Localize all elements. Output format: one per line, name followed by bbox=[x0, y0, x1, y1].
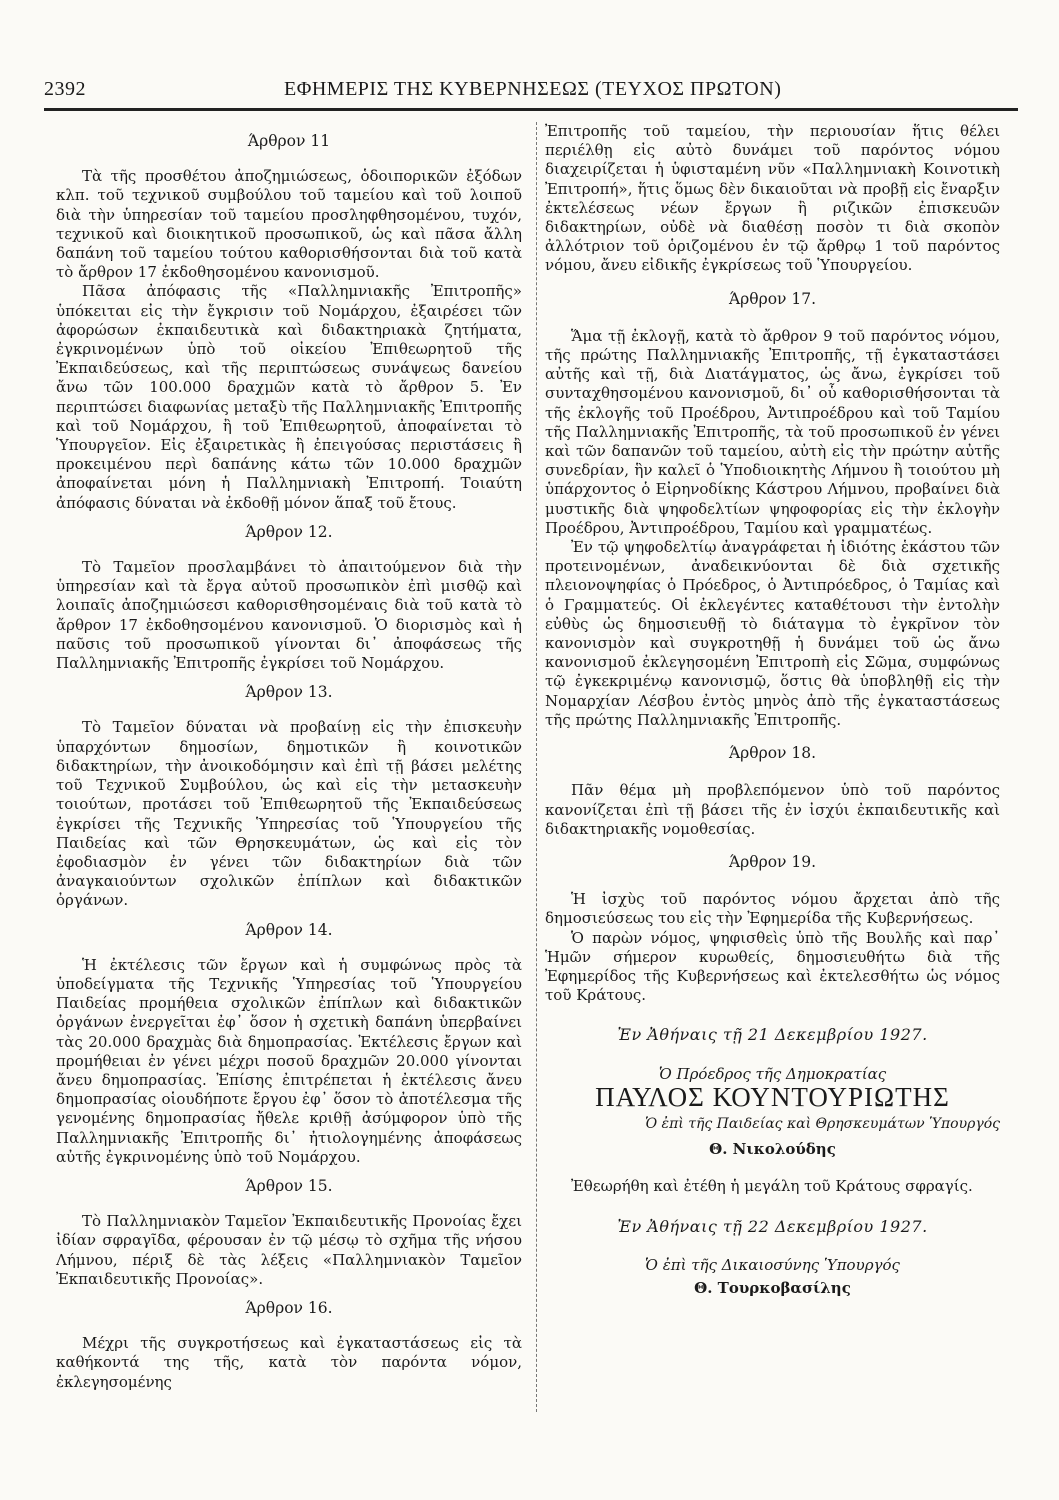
column-divider bbox=[536, 122, 538, 1412]
page-title: ΕΦΗΜΕΡΙΣ ΤΗΣ ΚΥΒΕΡΝΗΣΕΩΣ (ΤΕΥΧΟΣ ΠΡΩΤΟΝ) bbox=[284, 78, 782, 100]
date-line-2: Ἐν Ἀθήναις τῇ 22 Δεκεμβρίου 1927. bbox=[617, 1216, 928, 1236]
article-11-paragraph-2: Πᾶσα ἀπόφασις τῆς «Παλλημνιακῆς Ἐπιτροπῆς» ὑπόκειται εἰς τὴν ἔγκρισιν τοῦ Νομάρχου, ἐξαιρέσει τῶν ἀφορώσων ἐκπαιδευτικὰ καὶ διδακτηριακὰ ζητήματα, ἐγκρινομένων ὑπὸ τοῦ οἰκείου Ἐπιθεωρητοῦ τῆς Ἐκπαιδεύσεως, καὶ τῆς περιπτώσεως συνάψεως δανείου ἄνω τῶν 100.000 δραχμῶν κατὰ τὸ ἄρθρον 5. Ἐν περιπτώσει διαφωνίας μεταξὺ τῆς Παλλημνιακῆς Ἐπιτροπῆς καὶ τοῦ Νομάρχου, ἢ τοῦ Ἐπιθεωρητοῦ, ἀποφαίνεται τὸ Ὑπουργεῖον. Εἰς ἐξαιρετικὰς ἢ ἐπειγούσας περιστάσεις ἢ προκειμένου περὶ δαπάνης κάτω τῶν 10.000 δραχμῶν ἀποφαίνεται μόνη ἡ Παλλημνιακὴ Ἐπιτροπή. Τοιαύτη ἀπόφασις δύναται νὰ ἐκδοθῇ μόνον ἅπαξ τοῦ ἔτους. bbox=[56, 282, 522, 512]
right-column bbox=[545, 122, 1000, 1316]
article-19-paragraph-1: Ἡ ἰσχὺς τοῦ παρόντος νόμου ἄρχεται ἀπὸ τῆς δημοσιεύσεως του εἰς τὴν Ἐφημερίδα τῆς Κυβερνήσεως. bbox=[545, 890, 1000, 928]
president-name: ΠΑΥΛΟΣ ΚΟΥΝΤΟΥΡΙΩΤΗΣ bbox=[595, 1081, 950, 1112]
article-12-paragraph: Τὸ Ταμεῖον προσλαμβάνει τὸ ἀπαιτούμενον διὰ τὴν ὑπηρεσίαν καὶ τὰ ἔργα αὐτοῦ προσωπικὸν ἐπὶ μισθῷ καὶ λοιπαῖς ἀποζημιώσεσι καθορισθησομέναις διὰ τοῦ κατὰ τὸ ἄρθρον 17 ἐκδοθησομένου κανονισμοῦ. Ὁ διορισμὸς καὶ ἡ παῦσις τοῦ προσωπικοῦ γίνονται δι᾽ ἀποφάσεως τῆς Παλλημνιακῆς Ἐπιτροπῆς ἐγκρίσει τοῦ Νομάρχου. bbox=[56, 558, 522, 673]
article-13-paragraph: Τὸ Ταμεῖον δύναται νὰ προβαίνῃ εἰς τὴν ἐπισκευὴν ὑπαρχόντων δημοσίων, δημοτικῶν ἢ κοινοτικῶν διδακτηρίων, τὴν ἀνοικοδόμησιν καὶ ἐπὶ τῇ βάσει μελέτης τοῦ Τεχνικοῦ Συμβούλου, ὡς καὶ εἰς τὴν μετασκευὴν τοιούτων, προτάσει τοῦ Ἐπιθεωρητοῦ τῆς Ἐκπαιδεύσεως ἐγκρίσει τῆς Τεχνικῆς Ὑπηρεσίας τοῦ Ὑπουργείου τῆς Παιδείας καὶ τῶν Θρησκευμάτων, ὡς καὶ εἰς τὸν ἐφοδιασμὸν ἐν γένει τῶν διδακτηρίων διὰ τῶν ἀναγκαιούντων σχολικῶν ἐπίπλων καὶ διδακτικῶν ὀργάνων. bbox=[56, 718, 522, 910]
article-17-paragraph-1: Ἅμα τῇ ἐκλογῇ, κατὰ τὸ ἄρθρον 9 τοῦ παρόντος νόμου, τῆς πρώτης Παλλημνιακῆς Ἐπιτροπῆς, τῇ ἐγκαταστάσει αὐτῆς καὶ τῇ, διὰ Διατάγματος, ὡς ἄνω, ἐγκρίσει τοῦ συνταχθησομένου κανονισμοῦ, δι᾽ οὗ καθορισθήσονται τὰ τῆς ἐκλογῆς τοῦ Προέδρου, Ἀντιπροέδρου καὶ τοῦ Ταμίου τῆς Παλλημνιακῆς Ἐπιτροπῆς, τὰ τοῦ προσωπικοῦ ἐν γένει καὶ τῶν δαπανῶν τοῦ ταμείου, αὐτὴ εἰς τὴν πρώτην αὐτῆς συνεδρίαν, ἣν καλεῖ ὁ Ὑποδιοικητὴς Λήμνου ἢ τοιούτου μὴ ὑπάρχοντος ὁ Εἰρηνοδίκης Κάστρου Λήμνου, προβαίνει διὰ μυστικῆς διὰ ψηφοδελτίων ψηφοφορίας εἰς τὴν ἐκλογὴν Προέδρου, Ἀντιπροέδρου, Ταμίου καὶ γραμματέως. bbox=[545, 326, 1000, 537]
article-18-paragraph: Πᾶν θέμα μὴ προβλεπόμενον ὑπὸ τοῦ παρόντος κανονίζεται ἐπὶ τῇ βάσει τῆς ἐν ἰσχύι ἐκπαιδευτικῆς καὶ διδακτηριακῆς νομοθεσίας. bbox=[545, 781, 1000, 838]
article-15-paragraph: Τὸ Παλλημνιακὸν Ταμεῖον Ἐκπαιδευτικῆς Προνοίας ἔχει ἰδίαν σφραγῖδα, φέρουσαν ἐν τῷ μέσῳ τὸ σχῆμα τῆς νήσου Λήμνου, πέριξ δὲ τὰς λέξεις «Παλλημνιακὸν Ταμεῖον Ἐκπαιδευτικῆς Προνοίας». bbox=[56, 1212, 522, 1288]
minister-education-name: Θ. Νικολούδης bbox=[709, 1140, 836, 1159]
article-12-title: Άρθρον 12. bbox=[245, 522, 333, 541]
left-column bbox=[56, 122, 522, 1392]
article-15-title: Άρθρον 15. bbox=[245, 1176, 333, 1195]
article-14-title: Άρθρον 14. bbox=[245, 920, 333, 939]
article-16-continuation: Ἐπιτροπῆς τοῦ ταμείου, τὴν περιουσίαν ἥτις θέλει περιέλθῃ εἰς αὐτὸ δυνάμει τοῦ παρόντος νόμου διαχειρίζεται ἡ ὑφισταμένη νῦν «Παλλημνιακὴ Κοινοτικὴ Ἐπιτροπή», ἥτις ὅμως δὲν δικαιοῦται νὰ προβῇ εἰς ἔναρξιν ἐκτελέσεως νέων ἔργων ἢ ριζικῶν ἐπισκευῶν διδακτηρίων, οὐδὲ νὰ διαθέσῃ ποσὸν τι διὰ σκοπὸν ἀλλότριον τοῦ ὁριζομένου ἐν τῷ ἄρθρῳ 1 τοῦ παρόντος νόμου, ἄνευ εἰδικῆς ἐγκρίσεως τοῦ Ὑπουργείου. bbox=[545, 122, 1000, 275]
article-19-title: Άρθρον 19. bbox=[728, 852, 817, 871]
minister-justice-name: Θ. Τουρκοβασίλης bbox=[694, 1278, 851, 1297]
page-header bbox=[44, 78, 1018, 106]
article-18-title: Άρθρον 18. bbox=[728, 744, 817, 763]
minister-justice-role: Ὁ ἐπὶ τῆς Δικαιοσύνης Ὑπουργός bbox=[645, 1255, 900, 1274]
seal-statement: Ἐθεωρήθη καὶ ἐτέθη ἡ μεγάλη τοῦ Κράτους σφραγίς. bbox=[571, 1177, 973, 1196]
article-19-paragraph-2: Ὁ παρὼν νόμος, ψηφισθεὶς ὑπὸ τῆς Βουλῆς καὶ παρ᾽ Ἡμῶν σήμερον κυρωθείς, δημοσιευθήτω διὰ τῆς Ἐφημερίδος τῆς Κυβερνήσεως καὶ ἐκτελεσθήτω ὡς νόμος τοῦ Κράτους. bbox=[545, 928, 1000, 1005]
article-11-title: Άρθρον 11 bbox=[247, 132, 331, 150]
header-rule bbox=[44, 108, 1018, 111]
president-role: Ὁ Πρόεδρος τῆς Δημοκρατίας bbox=[658, 1064, 887, 1083]
article-16-paragraph: Μέχρι τῆς συγκροτήσεως καὶ ἐγκαταστάσεως εἰς τὰ καθήκοντά της τῆς, κατὰ τὸν παρόντα νόμον, ἐκλεγησομένης bbox=[56, 1334, 522, 1391]
page-number: 2392 bbox=[44, 78, 86, 100]
article-17-paragraph-2: Ἐν τῷ ψηφοδελτίῳ ἀναγράφεται ἡ ἰδιότης ἑκάστου τῶν προτεινομένων, ἀναδεικνύονται δὲ διὰ σχετικῆς πλειονοψηφίας ὁ Πρόεδρος, ὁ Ἀντιπρόεδρος, ὁ Ταμίας καὶ ὁ Γραμματεύς. Οἱ ἐκλεγέντες καταθέτουσι τὴν ἐντολὴν εὐθὺς ὡς δημοσιευθῇ τὸ διάταγμα τὸ ἐγκρῖνον τὸν κανονισμὸν καὶ συγκροτηθῇ ἡ δυνάμει τοῦ ὡς ἄνω κανονισμοῦ ἐκλεγησομένη Ἐπιτροπὴ εἰς Σῶμα, συμφώνως τῷ ἐγκεκριμένῳ κανονισμῷ, ὅστις θὰ ὑποβληθῇ εἰς τὴν Νομαρχίαν Λέσβου ἐντὸς μηνὸς ἀπὸ τῆς ἐγκαταστάσεως τῆς πρώτης Παλλημνιακῆς Ἐπιτροπῆς. bbox=[545, 538, 1000, 729]
article-14-paragraph: Ἡ ἐκτέλεσις τῶν ἔργων καὶ ἡ συμφώνως πρὸς τὰ ὑποδείγματα τῆς Τεχνικῆς Ὑπηρεσίας τοῦ Ὑπουργείου Παιδείας προμήθεια σχολικῶν ἐπίπλων καὶ διδακτικῶν ὀργάνων ἐνεργεῖται ἐφ᾽ ὅσον ἡ σχετικὴ δαπάνη ὑπερβαίνει τὰς 20.000 δραχμὰς διὰ δημοπρασίας. Ἐκτέλεσις ἔργων καὶ προμήθειαι ἐν γένει μέχρι ποσοῦ δραχμῶν 20.000 γίνονται ἄνευ δημοπρασίας. Ἐπίσης ἐπιτρέπεται ἡ ἐκτέλεσις ἄνευ δημοπρασίας οἱουδήποτε ἔργου ἐφ᾽ ὅσον τὸ ἀποτέλεσμα τῆς γενομένης δημοπρασίας ἤθελε κριθῇ ἀσύμφορον ὑπὸ τῆς Παλλημνιακῆς Ἐπιτροπῆς δι᾽ ἠτιολογημένης ἀποφάσεως αὐτῆς ἐγκρινομένης ὑπὸ τοῦ Νομάρχου. bbox=[56, 955, 522, 1166]
article-16-title: Άρθρον 16. bbox=[245, 1298, 333, 1317]
date-line-1: Ἐν Ἀθήναις τῇ 21 Δεκεμβρίου 1927. bbox=[617, 1025, 928, 1045]
article-17-title: Άρθρον 17. bbox=[728, 289, 817, 308]
article-13-title: Άρθρον 13. bbox=[245, 683, 333, 702]
minister-education-role: Ὁ ἐπὶ τῆς Παιδείας καὶ Θρησκευμάτων Ὑπουργός bbox=[645, 1115, 1000, 1132]
article-11-paragraph-1: Τὰ τῆς προσθέτου ἀποζημιώσεως, ὁδοιπορικῶν ἐξόδων κλπ. τοῦ τεχνικοῦ συμβούλου τοῦ ταμείου καὶ τοῦ λοιποῦ διὰ τὴν ὑπηρεσίαν τοῦ ταμείου προσληφθησομένου, τυχόν, τεχνικοῦ καὶ διοικητικοῦ προσωπικοῦ, ὡς καὶ πᾶσα ἄλλη δαπάνη τοῦ ταμείου τούτου καθορισθήσονται διὰ τοῦ κατὰ τὸ ἄρθρον 17 ἐκδοθησομένου κανονισμοῦ. bbox=[56, 167, 522, 282]
